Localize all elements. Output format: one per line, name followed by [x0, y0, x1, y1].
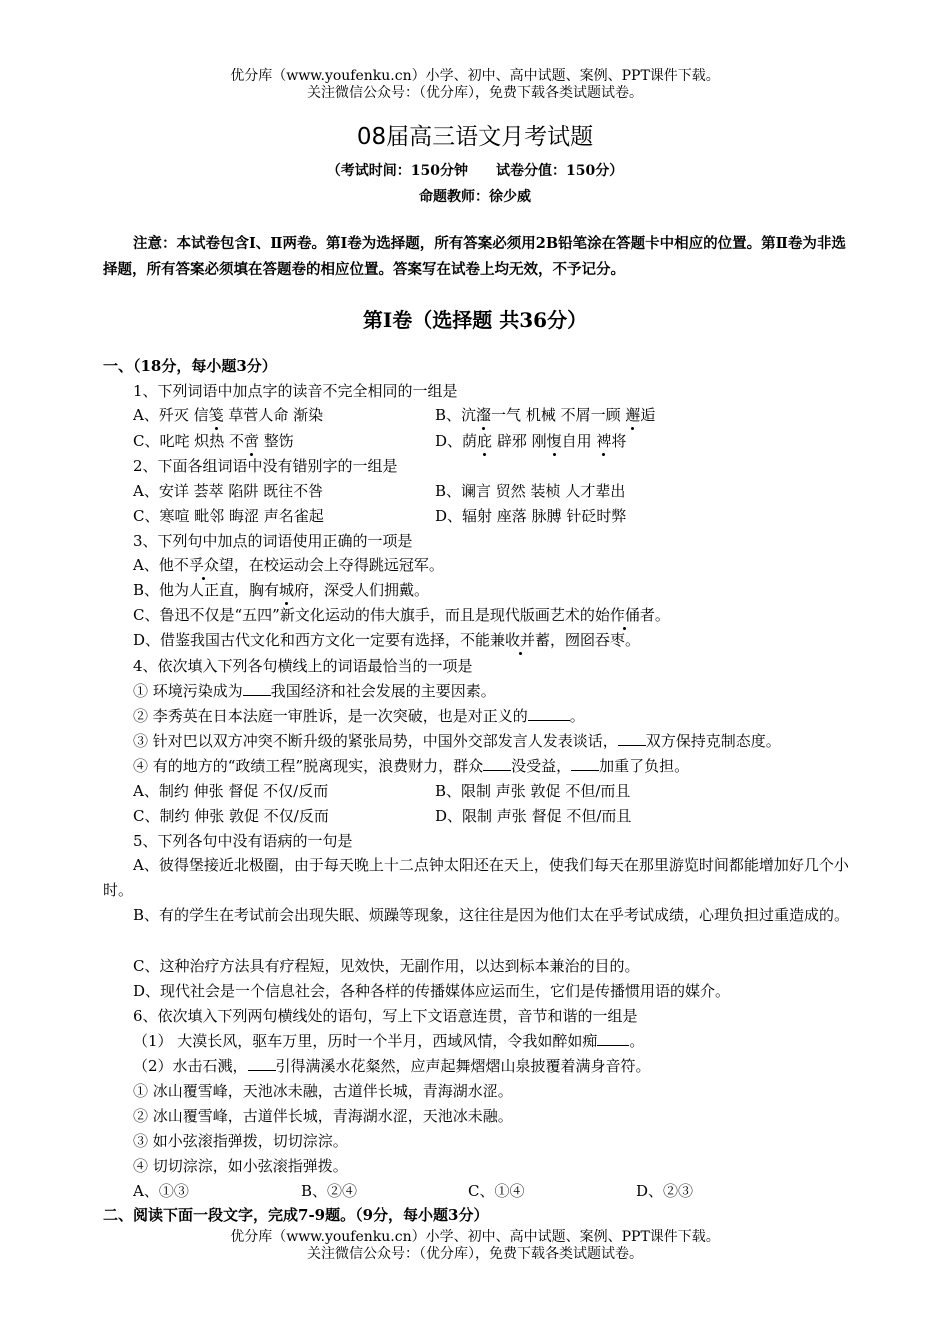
- q3-c-dotted-phrase: 始作俑者: [594, 606, 655, 624]
- q4-option-c: C、制约 伸张 敦促 不仅/反而: [133, 807, 329, 825]
- volume-heading: 第Ⅰ卷（选择题 共36分）: [362, 308, 588, 332]
- q6-stem: 6、依次填入下列两句横线处的语句，写上下文语意连贯，音节和谐的一组是: [133, 1007, 638, 1025]
- q3-option-b: [133, 580, 429, 600]
- answer-blank[interactable]: [528, 720, 570, 721]
- q1-option-b: [435, 405, 655, 425]
- q3-d-dotted-phrase: 兼收并蓄: [490, 631, 551, 649]
- page-footer: [0, 1229, 950, 1263]
- q3-c-text-1: C、鲁迅不仅是“五四”新文化运动的伟大旗手，而且是现代版画艺术的: [133, 606, 595, 624]
- q3-b-dotted-phrase: 有城府: [264, 581, 310, 599]
- q6-sentence-2: [133, 1056, 651, 1076]
- answer-blank[interactable]: [618, 745, 646, 746]
- q6-s2-text-1: （2）水击石溅，: [133, 1057, 248, 1075]
- q1-option-d: [435, 431, 626, 451]
- q3-a-text-1: A、他: [133, 556, 174, 574]
- q1-c-text-1: C、叱咤 炽热 不: [133, 432, 245, 450]
- answer-blank[interactable]: [571, 770, 599, 771]
- q3-option-a: [133, 555, 444, 575]
- q4-option-a: A、制约 伸张 督促 不仅/反而: [133, 782, 329, 800]
- q1-d-text-3: 自用: [561, 432, 597, 450]
- q4-s2-text-2: 。: [569, 707, 585, 725]
- q6-choice-3: ③ 如小弦滚指弹拨，切切淙淙。: [133, 1132, 348, 1150]
- q3-option-d: [133, 630, 640, 650]
- q4-s4-text-3: 加重了负担。: [599, 757, 690, 775]
- q6-s2-text-2: 引得满溪水花粲然，应声起舞熠熠山泉披覆着满身音符。: [275, 1057, 651, 1075]
- q6-s1-text-2: 。: [629, 1032, 645, 1050]
- answer-blank[interactable]: [597, 1045, 629, 1046]
- section-1-heading: 一、（18分，每小题3分）: [103, 357, 277, 375]
- q4-s1-text-2: 我国经济和社会发展的主要因素。: [270, 682, 496, 700]
- q1-d-dotted-char-3: 裨: [596, 432, 612, 450]
- q4-sentence-2: [133, 706, 585, 726]
- q2-option-b: B、谰言 贸然 装桢 人才辈出: [435, 482, 626, 500]
- q3-a-text-2: ，在校运动会上夺得跳远冠军。: [233, 556, 444, 574]
- q1-d-text-1: D、荫: [435, 432, 478, 450]
- q6-choice-4: ④ 切切淙淙，如小弦滚指弹拨。: [133, 1157, 348, 1175]
- exam-info: （考试时间：150分钟 试卷分值：150分）: [326, 163, 624, 179]
- header-line-2: 关注微信公众号：（优分库），免费下载各类试题试卷。: [307, 85, 643, 101]
- header-line-1: 优分库（www.youfenku.cn）小学、初中、高中试题、案例、PPT课件下载。: [230, 68, 720, 84]
- q3-b-text-2: ，深受人们拥戴。: [309, 581, 430, 599]
- q4-sentence-1: [133, 681, 496, 701]
- q3-b-text-1: B、他为人正直，胸: [133, 581, 265, 599]
- q1-c-dotted-char: 啻: [244, 432, 260, 450]
- q6-option-a: A、①③: [133, 1182, 189, 1200]
- q2-stem: 2、下面各组词语中没有错别字的一组是: [133, 457, 398, 475]
- q1-b-text-2: 一气 机械 不屑一顾: [491, 406, 626, 424]
- q4-stem: 4、依次填入下列各句横线上的词语最恰当的一项是: [133, 657, 473, 675]
- answer-blank[interactable]: [248, 1070, 276, 1071]
- q5-stem: 5、下列各句中没有语病的一句是: [133, 832, 353, 850]
- q1-d-dotted-char-1: 庇: [477, 432, 493, 450]
- q4-sentence-3: [133, 731, 781, 751]
- q6-choice-1: ① 冰山覆雪峰，天池冰未融，古道伴长城，青海湖水涩。: [133, 1082, 513, 1100]
- q4-s1-text-1: ① 环境污染成为: [133, 682, 243, 700]
- q1-b-text-1: B、沆: [435, 406, 477, 424]
- q5-option-d: D、现代社会是一个信息社会，各种各样的传播媒体应运而生，它们是传播惯用语的媒介。: [133, 982, 731, 1000]
- q4-s3-text-2: 双方保持克制态度。: [645, 732, 781, 750]
- q1-a-text-2: 草菅人命 渐染: [223, 406, 324, 424]
- q4-option-b: B、限制 声张 敦促 不但/而且: [435, 782, 631, 800]
- exam-teacher: 命题教师：徐少威: [419, 189, 531, 205]
- q4-sentence-4: [133, 756, 689, 776]
- q1-d-text-2: 辟邪 刚: [492, 432, 547, 450]
- q3-a-dotted-phrase: 不孚众望: [173, 556, 234, 574]
- q1-a-text-1: A、歼灭 信: [133, 406, 209, 424]
- q1-option-c: [133, 431, 294, 451]
- q5-option-a: A、彼得堡接近北极圈，由于每天晚上十二点钟太阳还在天上，使我们每天在那里游览时间都能增加好几个小时。: [103, 856, 849, 899]
- q4-s2-text-1: ② 李秀英在日本法庭一审胜诉，是一次突破，也是对正义的: [133, 707, 528, 725]
- q2-option-d: D、辐射 座落 脉膊 针砭时弊: [435, 507, 627, 525]
- q1-b-dotted-char-2: 邂: [625, 406, 641, 424]
- answer-blank[interactable]: [483, 770, 511, 771]
- exam-notice: 注意：本试卷包含Ⅰ、Ⅱ两卷。第Ⅰ卷为选择题，所有答案必须用2B铅笔涂在答题卡中相应的位置。第Ⅱ卷为非选择题，所有答案必须填在答题卷的相应位置。答案写在试卷上均无效，不予记分。: [103, 235, 846, 278]
- q6-option-b: B、②④: [301, 1182, 358, 1200]
- q4-option-d: D、限制 声张 督促 不但/而且: [435, 807, 632, 825]
- q1-a-dotted-char: 笺: [208, 406, 224, 424]
- q1-d-dotted-char-2: 愎: [546, 432, 562, 450]
- q2-option-a: A、安详 荟萃 陷阱 既往不咎: [133, 482, 324, 500]
- q3-d-text-1: D、借鉴我国古代文化和西方文化一定要有选择，不能: [133, 631, 491, 649]
- q1-b-dotted-char-1: 瀣: [476, 406, 492, 424]
- q1-c-text-2: 整饬: [259, 432, 294, 450]
- q3-c-text-2: 。: [654, 606, 670, 624]
- q3-option-c: [133, 605, 670, 625]
- q5-option-c: C、这种治疗方法具有疗程短，见效快，无副作用，以达到标本兼治的目的。: [133, 957, 640, 975]
- page-header: [0, 68, 950, 102]
- q1-b-text-3: 逅: [640, 406, 656, 424]
- q3-stem: 3、下列句中加点的词语使用正确的一项是: [133, 532, 413, 550]
- q4-s4-text-2: 没受益，: [511, 757, 572, 775]
- q6-option-c: C、①④: [468, 1182, 525, 1200]
- q1-option-a: [133, 405, 323, 425]
- q1-d-text-4: 将: [611, 432, 627, 450]
- q6-s1-text-1: （1） 大漠长风，驱车万里，历时一个半月，西域风情，令我如醉如痴: [133, 1032, 598, 1050]
- q1-stem: 1、下列词语中加点字的读音不完全相同的一组是: [133, 382, 458, 400]
- q2-option-c: C、寒喧 毗邻 晦涩 声名雀起: [133, 507, 324, 525]
- exam-title: 08届高三语文月考试题: [356, 124, 594, 150]
- q6-option-d: D、②③: [636, 1182, 694, 1200]
- q6-choice-2: ② 冰山覆雪峰，古道伴长城，青海湖水涩，天池冰未融。: [133, 1107, 513, 1125]
- q6-sentence-1: [133, 1031, 644, 1051]
- section-2-heading: 二、阅读下面一段文字，完成7-9题。（9分，每小题3分）: [103, 1206, 489, 1224]
- footer-line-1: 优分库（www.youfenku.cn）小学、初中、高中试题、案例、PPT课件下载。: [230, 1229, 720, 1245]
- q3-d-text-2: ，囫囵吞枣。: [550, 631, 641, 649]
- answer-blank[interactable]: [243, 695, 271, 696]
- q4-s4-text-1: ④ 有的地方的“政绩工程”脱离现实，浪费财力，群众: [133, 757, 484, 775]
- q4-s3-text-1: ③ 针对巴以双方冲突不断升级的紧张局势，中国外交部发言人发表谈话，: [133, 732, 618, 750]
- footer-line-2: 关注微信公众号：（优分库），免费下载各类试题试卷。: [307, 1246, 643, 1262]
- q5-option-b: B、有的学生在考试前会出现失眠、烦躁等现象，这往往是因为他们太在乎考试成绩，心理负担过重造成的。: [133, 906, 850, 924]
